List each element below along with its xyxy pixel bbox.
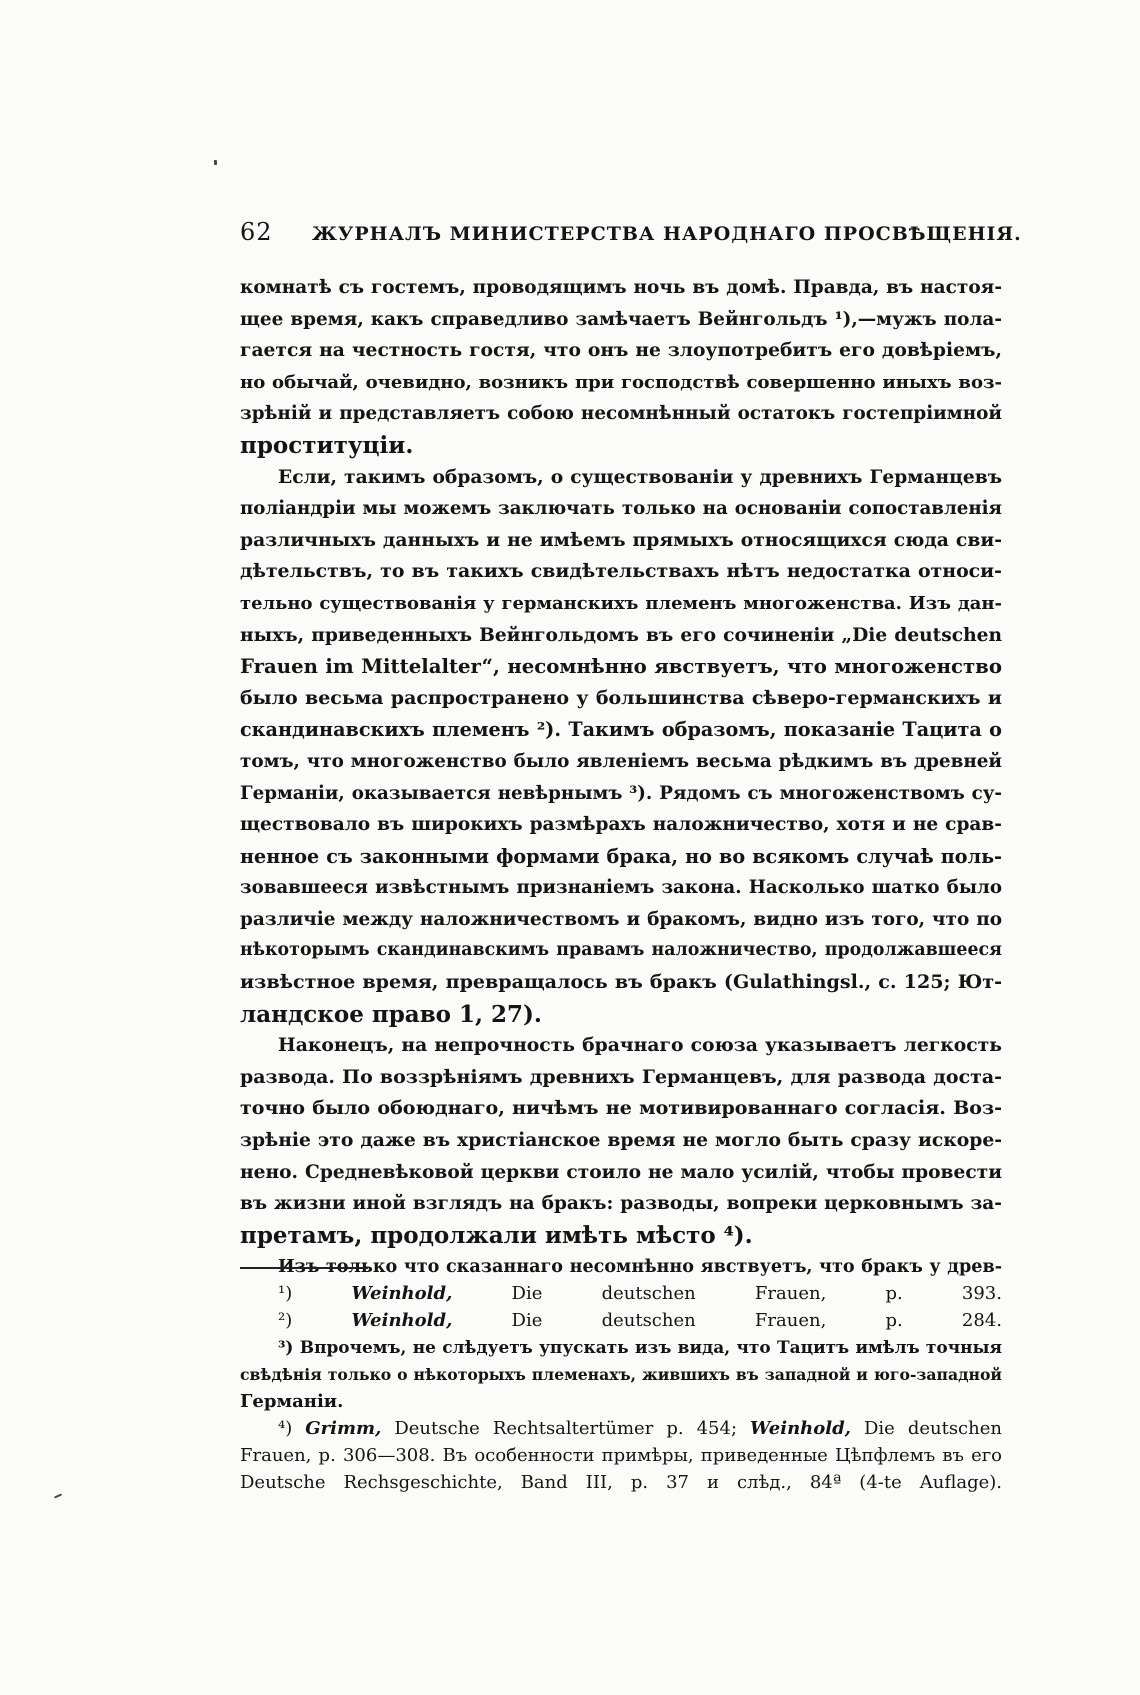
text-line: томъ, что многоженство было явленіемъ весьма рѣдкимъ въ древней — [240, 750, 1002, 772]
text-line: нѣкоторымъ скандинавскимъ правамъ наложничество, продолжавшееся — [240, 940, 1002, 961]
text-line: тельно существованія у германскихъ племенъ многоженства. Изъ дан- — [240, 592, 1002, 614]
footnote-text: Die deutschen — [850, 1418, 1002, 1439]
text-line: Изъ только что сказаннаго несомнѣнно явствуетъ, что бракъ у древ- — [278, 1256, 1002, 1278]
text-line: развода. По воззрѣніямъ древнихъ Германцевъ, для развода доста- — [240, 1065, 1002, 1088]
text-line: претамъ, продолжали имѣть мѣсто ⁴). — [240, 1221, 753, 1249]
text-line: извѣстное время, превращалось въ бракъ (Gulathingsl., с. 125; Ют- — [240, 971, 1002, 994]
page-number: 62 — [240, 218, 273, 246]
text-line: ландское право 1, 27). — [240, 1000, 542, 1028]
footnote-mark: ²) — [278, 1310, 293, 1331]
text-line: зрѣній и представляетъ собою несомнѣнный остатокъ гостепріимной — [240, 403, 1002, 425]
footnote-1 — [240, 1280, 1002, 1307]
footnote-author: Grimm, — [305, 1418, 382, 1439]
text-line: въ жизни иной взглядъ на бракъ: разводы, вопреки церковнымъ за- — [240, 1193, 1002, 1215]
text-line: ныхъ, приведенныхъ Вейнгольдомъ въ его сочиненіи „Die deutschen — [240, 624, 1002, 646]
text-line: гается на честность гостя, что онъ не злоупотребитъ его довѣріемъ, — [240, 339, 1002, 362]
footnote-3-line: ³) Впрочемъ, не слѣдуетъ упускать изъ вида, что Тацитъ имѣлъ точныя — [278, 1337, 1002, 1357]
footnote-4-line: Deutsche Rechsgeschichte, Band III, p. 37 и слѣд., 84ª (4-te Auflage). — [240, 1472, 1002, 1493]
footnote-author: Weinhold, — [750, 1418, 851, 1439]
text-line: зрѣніе это даже въ христіанское время не могло быть сразу искоре- — [240, 1129, 1002, 1152]
text-line: нено. Средневѣковой церкви стоило не мало усилій, чтобы провести — [240, 1161, 1002, 1183]
text-line: различныхъ данныхъ и не имѣемъ прямыхъ относящихся сюда сви- — [240, 528, 1002, 551]
text-line: поліандріи мы можемъ заключать только на основаніи сопоставленія — [240, 498, 1002, 520]
text-line: ненное съ законными формами брака, но во всякомъ случаѣ поль- — [240, 844, 1002, 868]
text-line: Наконецъ, на непрочность брачнаго союза указываетъ легкость — [278, 1034, 1002, 1057]
running-head: ЖУРНАЛЪ МИНИСТЕРСТВА НАРОДНАГО ПРОСВѢЩЕНІЯ. — [312, 223, 1022, 245]
ink-speck — [54, 1493, 62, 1498]
footnote-mark: ⁴) — [278, 1418, 293, 1439]
text-line: было весьма распространено у большинства сѣверо-германскихъ и — [240, 686, 1002, 709]
text-line: различіе между наложничествомъ и бракомъ, видно изъ того, что по — [240, 908, 1002, 930]
text-line: зовавшееся извѣстнымъ признаніемъ закона. Насколько шатко было — [240, 877, 1002, 899]
text-line: дѣтельствъ, то въ такихъ свидѣтельствахъ нѣтъ недостатка относи- — [240, 560, 1002, 583]
text-line: скандинавскихъ племенъ ²). Такимъ образомъ, показаніе Тацита о — [240, 718, 1002, 742]
footnote-text: Die deutschen Frauen, p. 284. — [452, 1310, 1002, 1331]
footnote-2 — [240, 1307, 1002, 1334]
text-line: точно было обоюднаго, ничѣмъ не мотивированнаго согласія. Воз- — [240, 1097, 1002, 1120]
text-line: комнатѣ съ гостемъ, проводящимъ ночь въ домѣ. Правда, въ настоя- — [240, 277, 1002, 298]
footnote-author: Weinhold, — [351, 1283, 453, 1304]
text-line: щее время, какъ справедливо замѣчаетъ Вейнгольдъ ¹),—мужъ пола- — [240, 308, 1002, 330]
ink-speck — [214, 160, 217, 165]
text-line: проституціи. — [240, 431, 414, 459]
footnote-4 — [240, 1415, 1002, 1442]
footnote-mark: ¹) — [278, 1283, 293, 1304]
footnote-rule — [240, 1267, 368, 1269]
text-line: Frauen im Mittelalter“, несомнѣнно явствуетъ, что многоженство — [240, 655, 1002, 679]
footnote-3-line: Германіи. — [240, 1391, 344, 1412]
footnote-text: Die deutschen Frauen, p. 393. — [452, 1283, 1002, 1304]
body-text — [240, 272, 1002, 1283]
text-line: но обычай, очевидно, возникъ при господствѣ совершенно иныхъ воз- — [240, 371, 1002, 393]
footnotes — [240, 1280, 1002, 1496]
text-line: Если, такимъ образомъ, о существованіи у древнихъ Германцевъ — [278, 465, 1002, 488]
text-line: ществовало въ широкихъ размѣрахъ наложничество, хотя и не срав- — [240, 814, 1002, 836]
footnote-3-line: свѣдѣнія только о нѣкоторыхъ племенахъ, жившихъ въ западной и юго-западной — [240, 1365, 1002, 1384]
footnote-text: Deutsche Rechtsaltertümer p. 454; — [381, 1418, 751, 1439]
footnote-4-line: Frauen, p. 306—308. Въ особенности примѣры, приведенные Цѣпфлемъ въ его — [240, 1445, 1002, 1466]
text-line: Германіи, оказывается невѣрнымъ ³). Рядомъ съ многоженствомъ су- — [240, 782, 1002, 804]
footnote-author: Weinhold, — [351, 1310, 453, 1331]
